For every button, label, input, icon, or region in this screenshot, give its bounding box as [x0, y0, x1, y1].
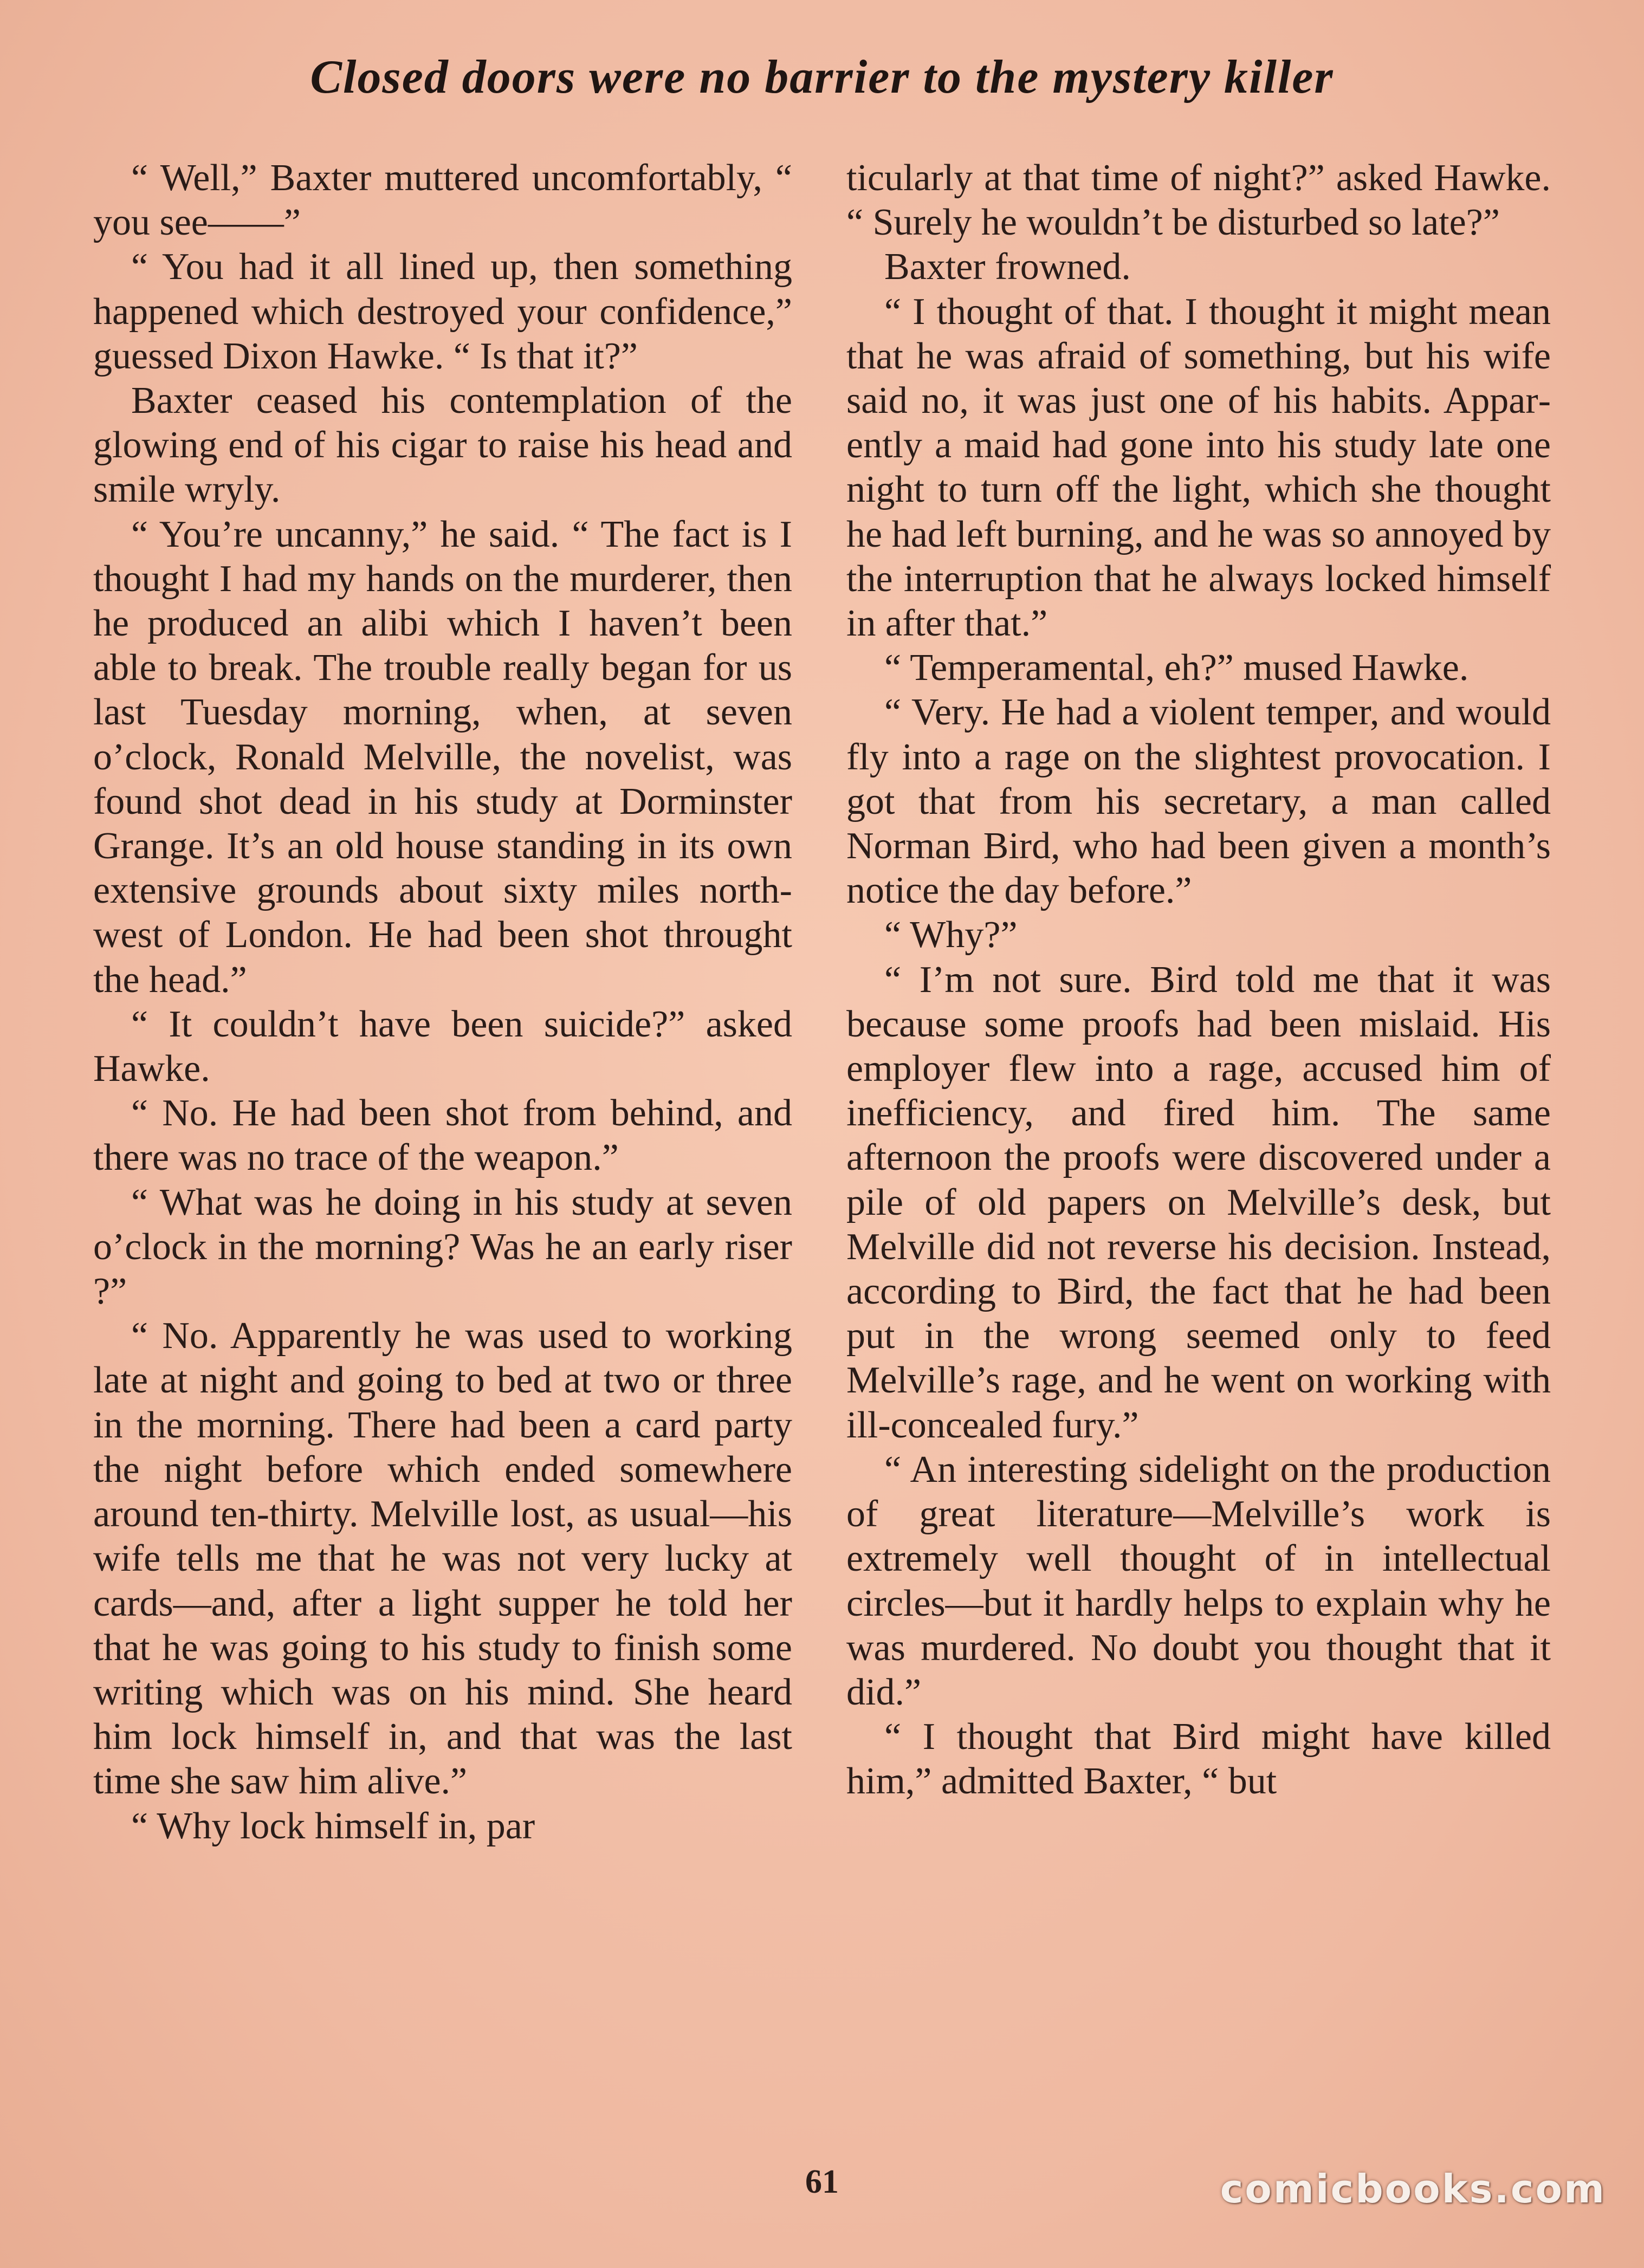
paragraph: “ No. He had been shot from behind, and there was no trace of the weapon.”: [93, 1092, 792, 1179]
paragraph: Baxter ceased his contemplation of the glowing end of his cigar to raise his head and smile wryly.: [93, 380, 792, 511]
paragraph: “ I’m not sure. Bird told me that it was because some proofs had been mislaid. His employer flew into a rage, accused him of inefficiency, and fired him. The same afternoon the proofs were discovered under a pile of old papers on Melville’s desk, but Melville did not reverse his decision. Instead, according to Bird, the fact that he had been put in the wrong seemed only to feed Melville’s rage, and he went on working with ill-concealed fury.”: [846, 958, 1551, 1446]
paragraph: “ I thought that Bird might have killed him,” admitted Baxter, “ but: [846, 1716, 1551, 1803]
paragraph: “ What was he doing in his study at seven o’clock in the morning? Was he an early riser ?”: [93, 1181, 792, 1313]
paragraph: “ Well,” Baxter muttered uncomfortably, “ you see——”: [93, 157, 792, 244]
paragraph: “ It couldn’t have been suicide?” asked Hawke.: [93, 1003, 792, 1090]
paragraph: Baxter frowned.: [884, 246, 1131, 288]
page-number: 61: [805, 2163, 839, 2200]
paragraph: “ An interesting sidelight on the production of great literature—Melville’s work is extremely well thought of in intellectual circles—but it hardly helps to explain why he was murdered. No doubt you thought that it did.”: [846, 1448, 1551, 1713]
paragraph: “ Very. He had a violent temper, and would fly into a rage on the slightest provocation. I got that from his secretary, a man called Norman Bird, who had been given a month’s notice the day before.”: [846, 691, 1551, 912]
paragraph: “ You’re uncanny,” he said. “ The fact is I thought I had my hands on the murderer, then he produced an alibi which I haven’t been able to break. The trouble really began for us last Tuesday morning, when, at seven o’clock, Ronald Melville, the novelist, was found shot dead in his study at Dorminster Grange. It’s an old house standing in its own extensive grounds about sixty miles north-west of London. He had been shot throught the head.”: [93, 513, 792, 1001]
watermark: comicbooks.com: [1220, 2166, 1606, 2212]
paragraph: “ Why?”: [884, 914, 1018, 956]
paragraph: “ I thought of that. I thought it might mean that he was afraid of something, but his wife said no, it was just one of his habits. Apparently a maid had gone into his study late one night to turn off the light, which she thought he had left burning, and he was so annoyed by the interruption that he always locked himself in after that.”: [846, 290, 1551, 645]
paragraph: “ Why lock himself in, par: [131, 1805, 535, 1847]
headline: Closed doors were no barrier to the mystery killer: [310, 51, 1334, 103]
paragraph: “ You had it all lined up, then something happened which destroyed your confidence,” guessed Dixon Hawke. “ Is that it?”: [93, 246, 792, 377]
right-column: [846, 156, 1551, 1804]
paragraph: “ No. Apparently he was used to working late at night and going to bed at two or three in the morning. There had been a card party the night before which ended somewhere around ten-thirty. Melville lost, as usual—his wife tells me that he was not very lucky at cards—and, after a light supper he told her that he was going to his study to finish some writing which was on his mind. She heard him lock himself in, and that was the last time she saw him alive.”: [93, 1315, 792, 1803]
paragraph: ticularly at that time of night?” asked Hawke. “ Surely he wouldn’t be disturbed so late?”: [846, 157, 1551, 244]
left-column: [93, 156, 792, 1849]
paragraph: “ Temperamental, eh?” mused Hawke.: [884, 647, 1469, 689]
